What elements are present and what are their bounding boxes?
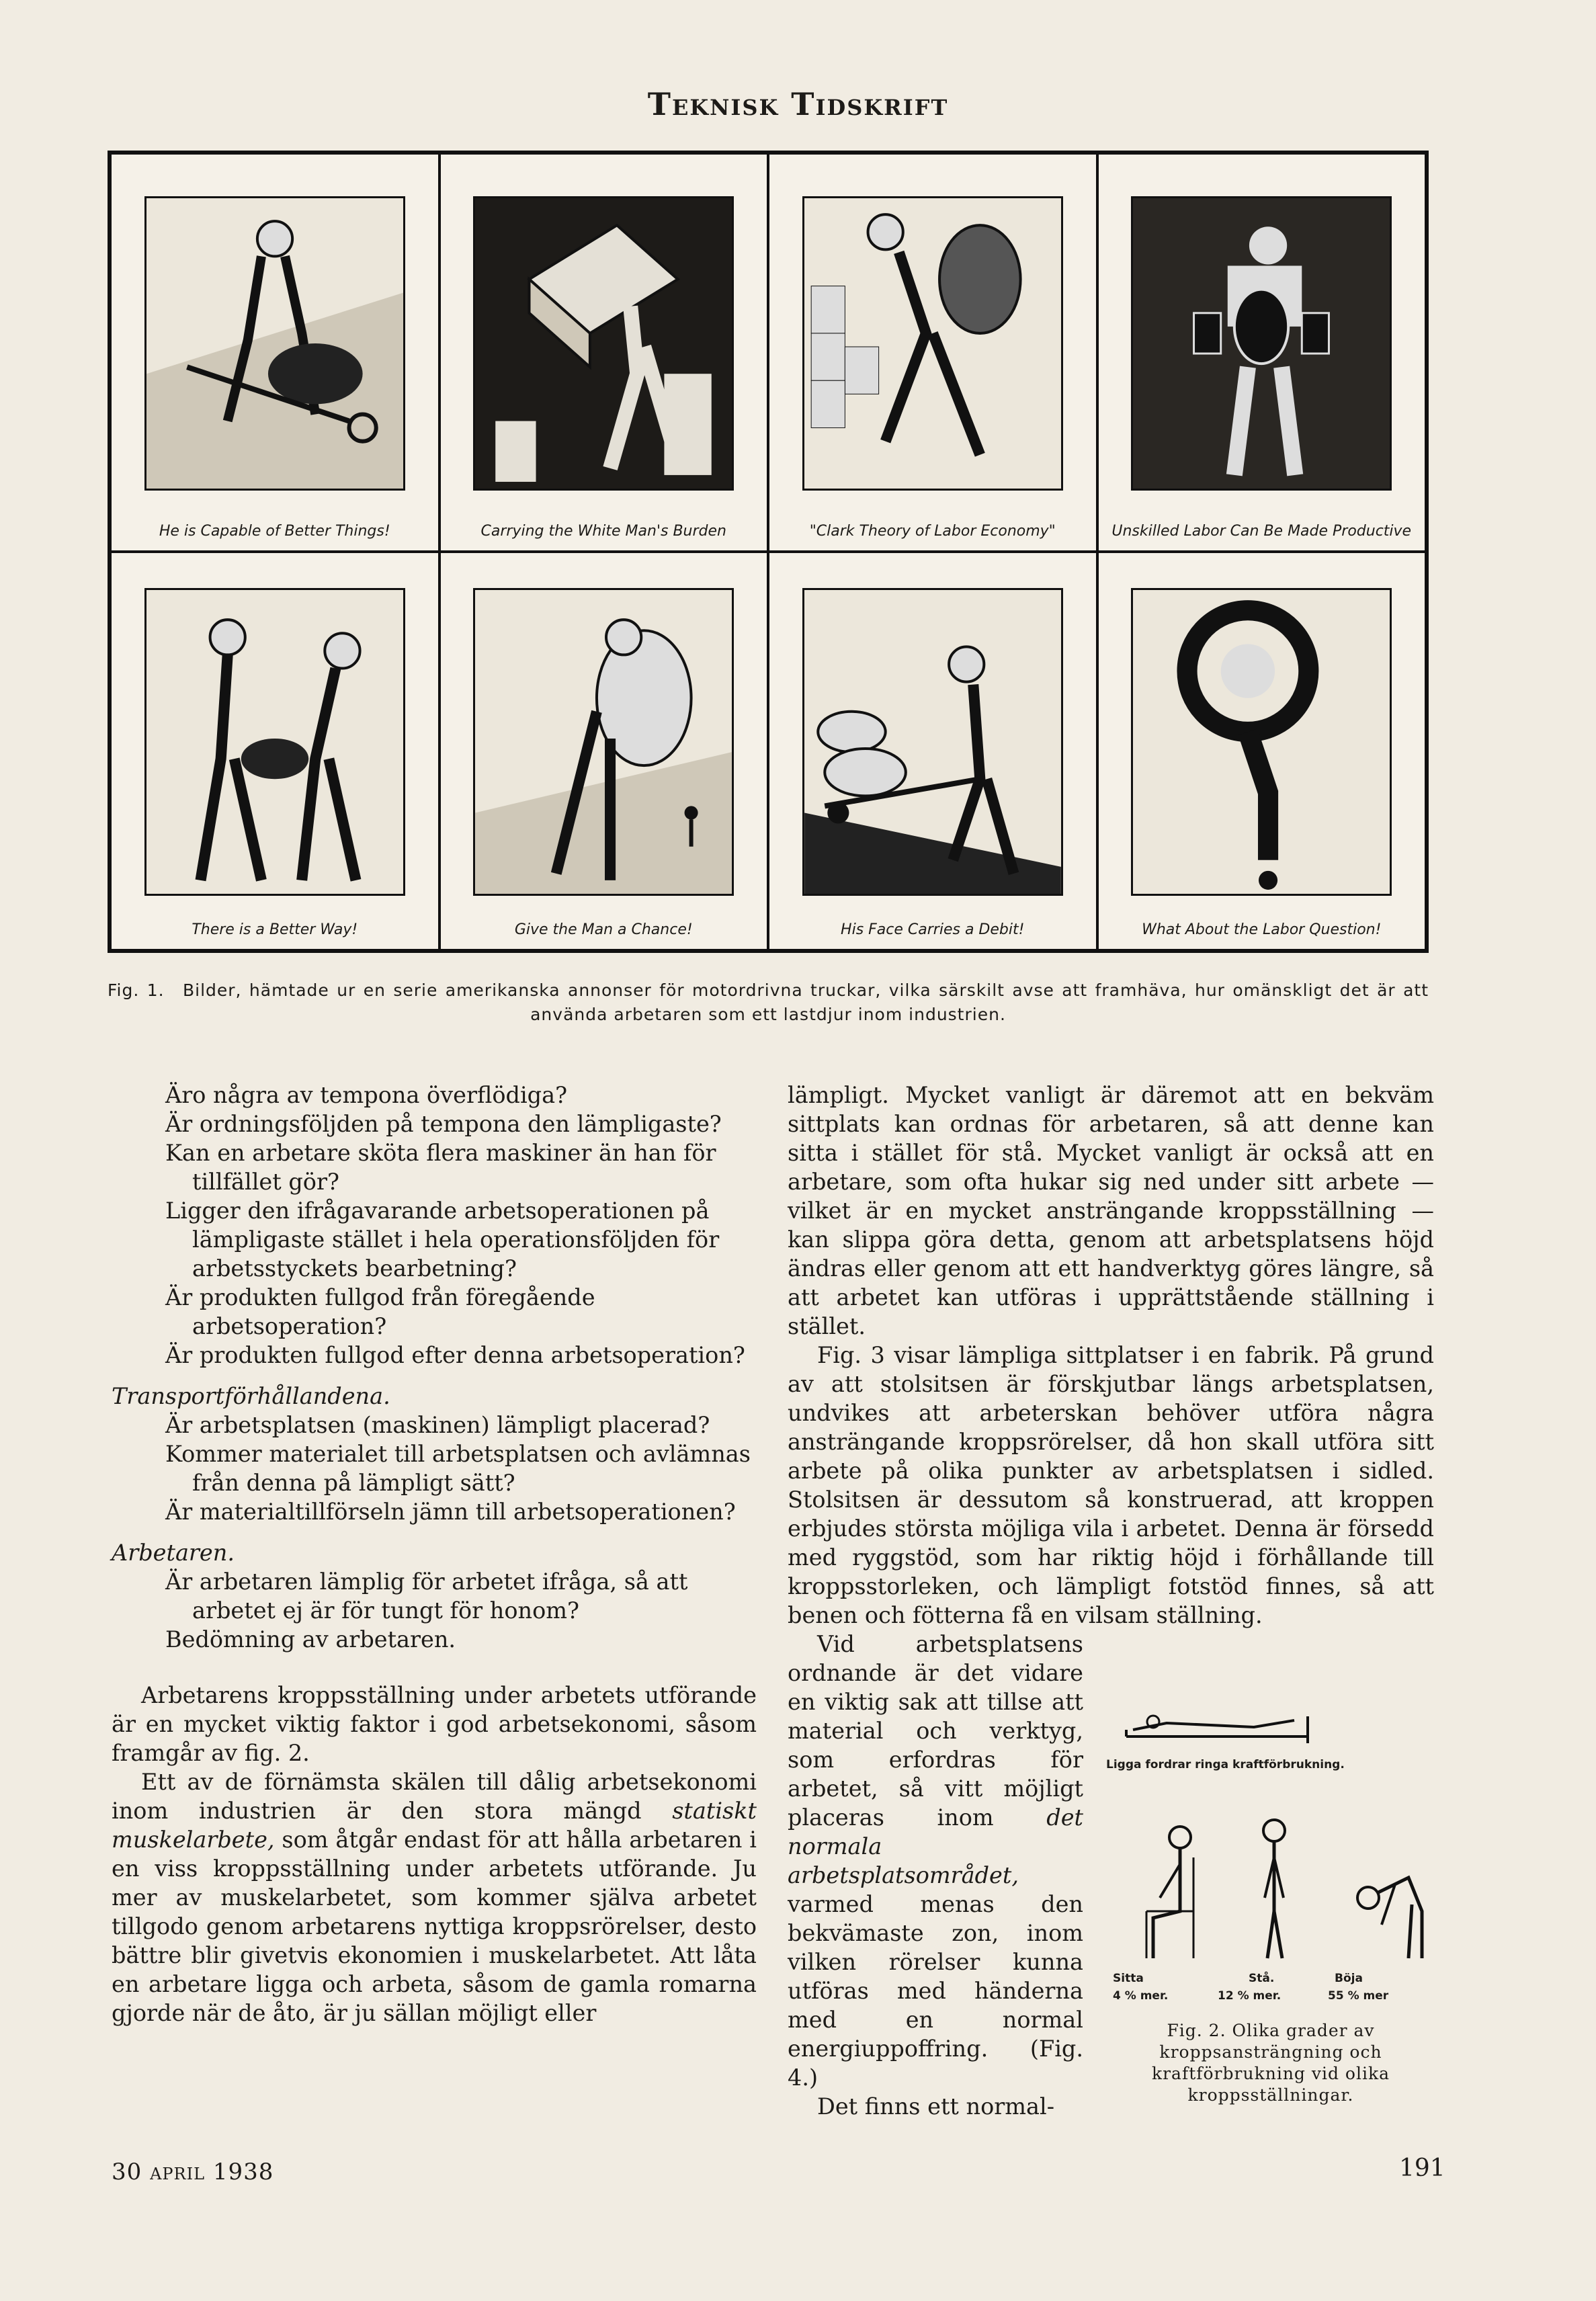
paragraph [788, 1630, 1083, 2092]
panel-caption: What About the Labor Question! [1142, 921, 1382, 938]
figure-panel-5 [110, 552, 439, 950]
standing-figure [1263, 1820, 1285, 1958]
question-item: Ligger den ifrågavarande arbetsoperationen på lämpligaste stället i hela operationsföljden för arbetsstyckets bearbetning? [165, 1198, 720, 1282]
dumbbell-worker-drawing [1133, 198, 1390, 489]
figure-2-caption: Fig. 2. Olika grader av kroppsansträngning och kraftförbrukning vid olika kroppsställningar. [1151, 2021, 1390, 2105]
figure-1-caption [108, 978, 1429, 1027]
paragraph: Fig. 3 visar lämpliga sittplatser i en fabrik. På grund av att stolsitsen är förskjutbar längs arbetsplatsen, undvikes att arbeterskan behöver utföra några ansträngande kroppsrörelser, då hon skall utföra sitt arbete på olika punkter av arbetsplatsen i sidled. Stolsitsen är dessutom så konstruerad, att kroppen erbjudes största möjliga vila i arbetet. Denna är försedd med ryggstöd, som har riktig höjd i förhållande till kroppsstorleken, och lämpligt fotstöd finnes, så att benen och fötterna få en vilsam ställning. [788, 1342, 1434, 1628]
sack-carrier-drawing [475, 590, 732, 894]
page-number: 191 [1399, 2154, 1445, 2182]
crate-carrier-drawing [475, 198, 732, 489]
figure-panel-1 [110, 153, 439, 552]
emphasis-text: det normala arbetsplatsområdet, [788, 1804, 1083, 1888]
question-mark-drawing [1133, 590, 1390, 894]
paragraph: Det finns ett normal- [817, 2093, 1055, 2120]
figure-panel-8 [1097, 552, 1427, 950]
bend-value: 55 % mer [1328, 1989, 1389, 2003]
date-day: 30 [112, 2159, 142, 2185]
emphasis-text: statiskt muskelarbete, [112, 1798, 757, 1853]
question-item: Kommer materialet till arbetsplatsen och avlämnas från denna på lämpligt sätt? [165, 1441, 751, 1496]
sit-value: 4 % mer. [1113, 1989, 1169, 2003]
panel-caption: Carrying the White Man's Burden [480, 523, 726, 540]
paragraph-text: Ett av de förnämsta skälen till dålig arbetsekonomi inom industrien är den stora mängd [112, 1769, 757, 1824]
wheelbarrow-drawing [146, 198, 403, 489]
section-heading-worker: Arbetaren. [112, 1540, 235, 1566]
sitting-figure [1146, 1827, 1193, 1958]
date-year: 1938 [212, 2159, 274, 2185]
sack-carrier-illustration [473, 588, 734, 896]
section-heading-transport: Transportförhållandena. [112, 1383, 390, 1409]
dumbbell-worker-illustration [1131, 196, 1392, 491]
paragraph-text: Vid arbetsplatsens ordnande är det vidare en viktig sak att tillse att material och verktyg, som erfordras för arbetet, så vitt möjligt placeras inom [788, 1631, 1083, 1831]
paragraph [112, 1767, 757, 2027]
panel-caption: Unskilled Labor Can Be Made Productive [1111, 523, 1412, 540]
crate-carrier-illustration [473, 196, 734, 491]
barrow-pusher-drawing [804, 590, 1061, 894]
question-item: Äro några av tempona överflödiga? [165, 1082, 568, 1108]
date-month: april [150, 2159, 206, 2185]
posture-figures-drawing [1106, 1696, 1435, 2019]
panel-caption: His Face Carries a Debit! [841, 921, 1025, 938]
question-item: Är materialtillförseln jämn till arbetsoperationen? [165, 1499, 736, 1525]
panel-caption: There is a Better Way! [192, 921, 358, 938]
question-item: Är produkten fullgod från föregående arbetsoperation? [165, 1284, 595, 1339]
figure-panel-2 [439, 153, 769, 552]
issue-date [112, 2159, 274, 2185]
bend-label: Böja [1335, 1972, 1363, 1985]
barrel-carrier-drawing [804, 198, 1061, 489]
left-column [112, 1081, 757, 2027]
figure-panel-4 [1097, 153, 1427, 552]
question-item: Kan en arbetare sköta flera maskiner än han för tillfället gör? [165, 1140, 716, 1195]
question-mark-worker-illustration [1131, 588, 1392, 896]
question-item: Är produkten fullgod efter denna arbetsoperation? [165, 1342, 745, 1368]
paragraph-text: som åtgår endast för att hålla arbetaren i en viss kroppsställning under arbetets utförande. Ju mer av muskelarbetet, som kommer själva arbetet tillgodo genom arbetarens nyttiga kroppsrörelser, desto bättre blir givetvis ekonomien i muskelarbetet. Att låta en arbetare ligga och arbeta, såsom de gamla romarna gjorde när de åto, är ju sällan möjligt eller [112, 1827, 757, 2026]
running-head: Teknisk Tidskrift [647, 86, 949, 122]
question-item: Bedömning av arbetaren. [165, 1626, 456, 1652]
panel-caption: Give the Man a Chance! [514, 921, 693, 938]
question-list-3 [112, 1567, 757, 1654]
paragraph: lämpligt. Mycket vanligt är däremot att en bekväm sittplats kan ordnas för arbetaren, så att denne kan sitta i stället för stå. Mycket vanligt är också att en arbetare, som ofta hukar sig ned under sitt arbete — vilket är en mycket ansträngande kroppsställning — kan slippa göra detta, genom att arbetsplatsens höjd ändras eller genom att ett handverktyg göres längre, så att arbetet kan utföras i upprättstående ställning i stället. [788, 1082, 1434, 1339]
figure-panel-7 [768, 552, 1097, 950]
figure-panel-6 [439, 552, 769, 950]
figure-1-grid [108, 151, 1429, 953]
bending-figure [1357, 1878, 1422, 1958]
figure-1-label: Fig. 1. [108, 980, 165, 1000]
question-item: Är arbetsplatsen (maskinen) lämpligt placerad? [165, 1412, 710, 1438]
question-item: Är ordningsföljden på tempona den lämpligaste? [165, 1111, 722, 1137]
figure-1-caption-text: Bilder, hämtade ur en serie amerikanska annonser för motordrivna truckar, vilka särskilt avse att framhäva, hur omänskligt det är att använda arbetaren som ett lastdjur inom industrien. [182, 980, 1429, 1024]
two-men-drawing [146, 590, 403, 894]
question-list-2 [112, 1411, 757, 1526]
stand-value: 12 % mer. [1218, 1989, 1282, 2003]
barrel-carrier-illustration [802, 196, 1063, 491]
barrow-pusher-illustration [802, 588, 1063, 896]
figure-panel-3 [768, 153, 1097, 552]
sit-label: Sitta [1113, 1972, 1144, 1985]
paragraph-text: varmed menas den bekvämaste zon, inom vilken rörelser kunna utföras med händerna med en normal energiuppoffring. (Fig. 4.) [788, 1891, 1083, 2091]
panel-caption: "Clark Theory of Labor Economy" [809, 523, 1056, 540]
lie-label: Ligga fordrar ringa kraftförbrukning. [1106, 1758, 1345, 1771]
paragraph: Arbetarens kroppsställning under arbetets utförande är en mycket viktig faktor i god arbetsekonomi, såsom framgår av fig. 2. [112, 1682, 757, 1766]
two-men-carrying-illustration [144, 588, 405, 896]
question-item: Är arbetaren lämplig för arbetet ifråga, så att arbetet ej är för tungt för honom? [165, 1568, 688, 1624]
panel-caption: He is Capable of Better Things! [159, 523, 390, 540]
stand-label: Stå. [1249, 1972, 1275, 1985]
wheelbarrow-illustration [144, 196, 405, 491]
lying-figure [1126, 1716, 1308, 1743]
question-list-1 [112, 1081, 757, 1370]
